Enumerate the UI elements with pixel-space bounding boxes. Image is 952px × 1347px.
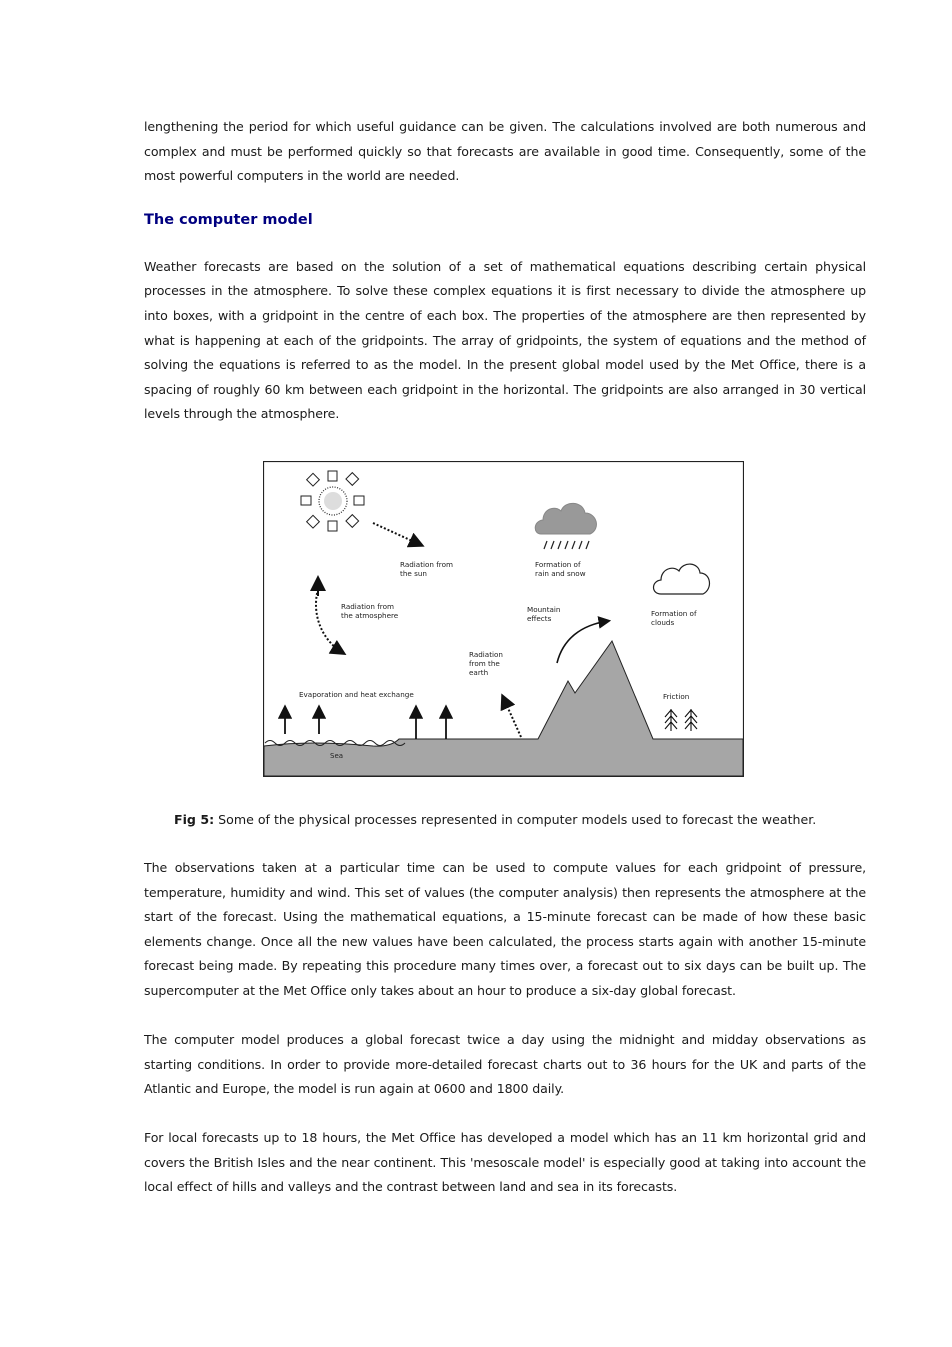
label-mountain-2: effects	[527, 614, 552, 623]
label-radiation-sun-1: Radiation from	[400, 560, 453, 569]
label-sea: Sea	[330, 752, 344, 760]
sun-icon	[301, 471, 364, 531]
label-radiation-earth-1: Radiation	[469, 650, 503, 659]
label-rain-snow-1: Formation of	[535, 560, 581, 569]
figure-weather-processes	[263, 461, 744, 777]
paragraph-observations: The observations taken at a particular time can be used to compute values for each gridpoint of pressure, temperature, humidity and wind. This set of values (the computer analysis) then represents the atmosphere at the start of the forecast. Using the mathematical equations, a 15-minute forecast can be made of how these basic elements change. Once all the new values have been calculated, the process starts again with another 15-minute forecast being made. By repeating this procedure many times over, a forecast out to six days can be built up. The supercomputer at the Met Office only takes about an hour to produce a six-day global forecast.	[144, 860, 866, 998]
paragraph-intro: lengthening the period for which useful guidance can be given. The calculations involved are both numerous and complex and must be performed quickly so that forecasts are available in good time. Consequently, some of the most powerful computers in the world are needed.	[144, 119, 866, 184]
label-radiation-atmos-2: the atmosphere	[341, 611, 399, 620]
label-clouds-1: Formation of	[651, 609, 697, 618]
label-radiation-earth-3: earth	[469, 668, 489, 677]
paragraph-model: Weather forecasts are based on the solution of a set of mathematical equations describing certain physical processes in the atmosphere. To solve these complex equations it is first necessary to divide the atmosphere up into boxes, with a gridpoint in the centre of each box. The properties of the atmosphere are then represented by what is happening at each of the gridpoints. The array of gridpoints, the system of equations and the method of solving the equations is referred to as the model. In the present global model used by the Met Office, there is a spacing of roughly 60 km between each gridpoint in the horizontal. The gridpoints are also arranged in 30 vertical levels through the atmosphere.	[144, 258, 866, 422]
caption-label: Fig 5:	[174, 812, 215, 827]
label-radiation-atmos-1: Radiation from	[341, 602, 394, 611]
label-rain-snow-2: rain and snow	[535, 569, 586, 578]
document-body	[144, 115, 866, 427]
section-heading: The computer model	[144, 211, 313, 228]
label-mountain-1: Mountain	[527, 605, 561, 614]
caption-text: Some of the physical processes represented in computer models used to forecast the weather.	[214, 812, 817, 827]
label-radiation-sun-2: the sun	[400, 569, 427, 578]
paragraph-local: For local forecasts up to 18 hours, the Met Office has developed a model which has an 11 km horizontal grid and covers the British Isles and the near continent. This 'mesoscale model' is especially good at taking into account the local effect of hills and valleys and the contrast between land and sea in its forecasts.	[144, 1130, 866, 1195]
label-clouds-2: clouds	[651, 618, 675, 627]
label-radiation-earth-2: from the	[469, 659, 500, 668]
label-friction: Friction	[663, 692, 690, 701]
figure-caption	[174, 810, 874, 830]
label-evaporation: Evaporation and heat exchange	[299, 690, 414, 699]
paragraph-global: The computer model produces a global forecast twice a day using the midnight and midday observations as starting conditions. In order to provide more-detailed forecast charts out to 36 hours for the UK and parts of the Atlantic and Europe, the model is run again at 0600 and 1800 daily.	[144, 1032, 866, 1097]
